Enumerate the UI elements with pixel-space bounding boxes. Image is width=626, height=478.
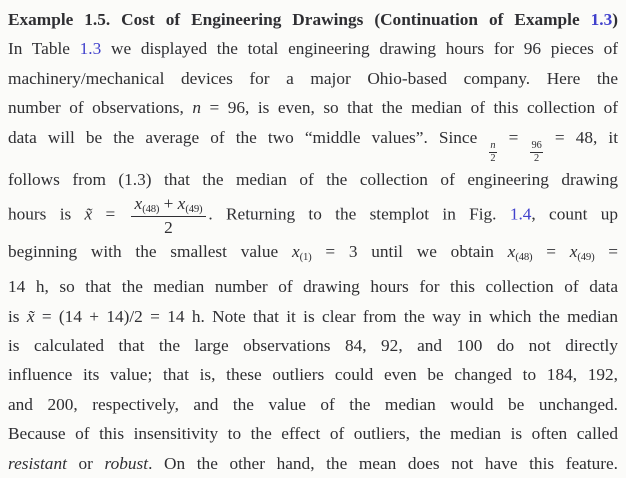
text-run: x [569, 241, 578, 261]
text-run: Because of this insensitivity to the effect of outliers, the median is often called [8, 424, 618, 444]
text-run: follows from (1.3) that the median of the collection of engineering drawing [8, 169, 618, 189]
text-run: = 96, is even, so that the median of this collection of [201, 98, 618, 118]
text-run: and 200, respectively, and the value of the median would be unchanged. [8, 394, 618, 414]
cross-reference-link[interactable]: 1.3 [590, 10, 613, 29]
text-run: we displayed the total engineering drawing hours for 96 pieces of [101, 39, 618, 59]
text-run: = (14 + 14)/2 = 14 h. Note that it is clear from the way in which the median [34, 306, 618, 326]
text-run: machinery/mechanical devices for a major Ohio-based company. Here the [8, 68, 618, 88]
text-run: = 3 until we obtain [311, 241, 508, 261]
text-run: x [177, 194, 186, 213]
text-run: beginning with the smallest value [8, 241, 292, 261]
text-run: = [497, 127, 530, 147]
text-line [8, 194, 618, 237]
text-run: is [8, 306, 27, 326]
text-run: x [507, 241, 516, 261]
text-run: n [490, 139, 496, 151]
text-line [8, 123, 618, 165]
fraction-denominator [490, 153, 495, 164]
text-run: 2 [490, 152, 496, 164]
text-run: n [192, 98, 201, 118]
text-run: (49) [185, 203, 203, 215]
fraction-numerator [489, 141, 496, 153]
text-run: 2 [164, 217, 173, 237]
text-run: data will be the average of the two “middle values”. Since [8, 127, 489, 147]
text-run: hours is [8, 204, 85, 224]
text-run: (1) [299, 250, 312, 263]
text-line [8, 360, 618, 389]
text-line [8, 64, 618, 93]
text-run: = [92, 204, 129, 224]
text-line [8, 419, 618, 448]
text-run: (48) [142, 203, 160, 215]
text-line [8, 93, 618, 122]
text-run: In Table [8, 39, 80, 59]
display-fraction [131, 194, 207, 237]
text-run: 14 h, so that the median number of drawing hours for this collection of data [8, 277, 618, 297]
text-run: . Returning to the stemplot in Fig. [208, 204, 510, 224]
text-run: number of observations, [8, 98, 193, 118]
text-run: 96 [531, 139, 542, 151]
text-run: = 48, it [543, 127, 618, 147]
inline-fraction [489, 141, 496, 165]
text-line [8, 449, 618, 478]
text-run: x̃ [84, 204, 93, 224]
text-run: . On the other hand, the mean does not have this feature. [148, 453, 618, 473]
cross-reference-link[interactable]: 1.3 [79, 39, 102, 59]
text-run: (48) [515, 250, 533, 263]
text-line [8, 302, 618, 331]
text-line [8, 272, 618, 301]
fraction-denominator [164, 217, 173, 237]
text-run: x [134, 194, 143, 213]
text-run: x̃ [26, 306, 35, 326]
text-run: = [594, 241, 619, 261]
text-run: 2 [534, 152, 540, 164]
text-line [8, 237, 618, 272]
heading-line [8, 5, 618, 34]
text-run: Example 1.5. Cost of Engineering Drawings (Continuation of Example [8, 10, 591, 29]
text-run: , count up [531, 204, 619, 224]
text-line [8, 331, 618, 360]
text-run: + [159, 194, 178, 213]
text-run: ) [612, 10, 618, 29]
fraction-numerator [530, 141, 542, 153]
text-run: resistant [8, 453, 67, 473]
text-line [8, 390, 618, 419]
fraction-numerator [131, 194, 207, 217]
text-line [8, 165, 618, 194]
inline-fraction [530, 141, 542, 165]
text-line [8, 34, 618, 63]
text-run: influence its value; that is, these outliers could even be changed to 184, 192, [8, 365, 618, 385]
cross-reference-link[interactable]: 1.4 [509, 204, 532, 224]
text-run: or [66, 453, 105, 473]
text-run: (49) [577, 250, 595, 263]
fraction-denominator [534, 153, 539, 164]
text-run: = [532, 241, 570, 261]
text-run: robust [104, 453, 149, 473]
text-run: x [291, 241, 300, 261]
text-run: is calculated that the large observations 84, 92, and 100 do not directly [8, 336, 618, 356]
